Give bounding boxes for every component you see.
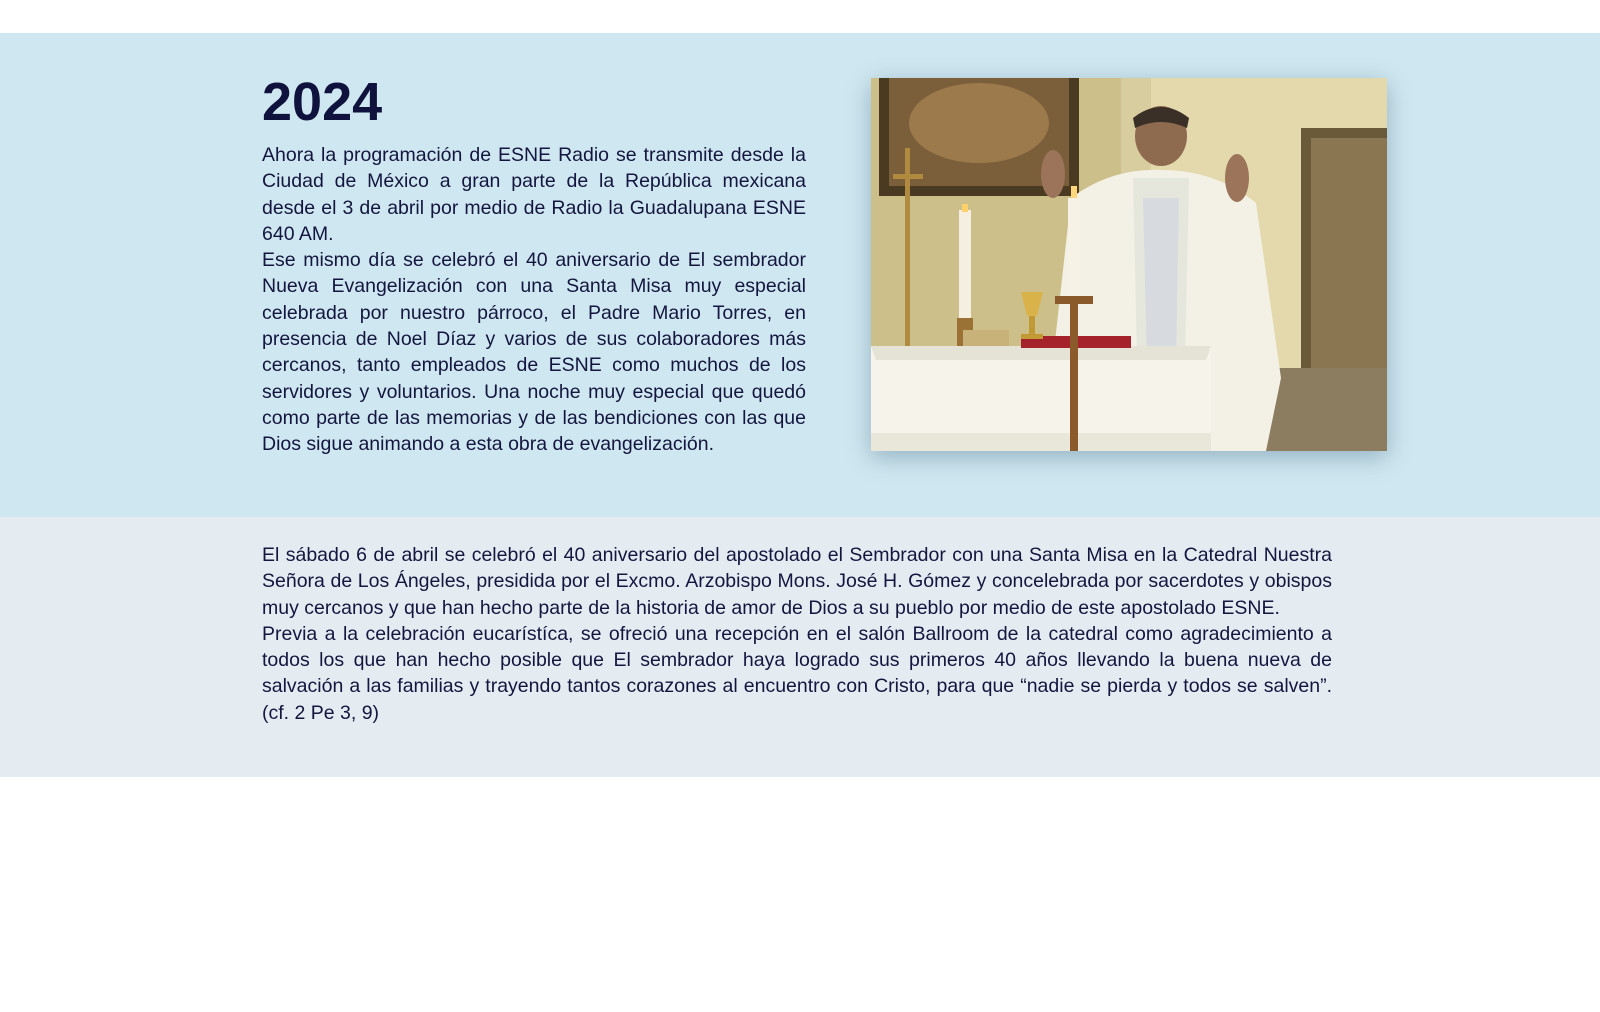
bottom-text-block bbox=[262, 542, 1332, 726]
bottom-paragraph-2: Previa a la celebración eucarístíca, se ofreció una recepción en el salón Ballroom de la catedral como agradecimiento a todos los que han hecho posible que El sembrador haya logrado sus primeros 40 años llevando la buena nueva de salvación a las familias y trayendo tantos corazones al encuentro con Cristo, para que “nadie se pierda y todos se salven”. (cf. 2 Pe 3, 9) bbox=[262, 622, 1332, 724]
mass-photo bbox=[871, 78, 1387, 451]
top-paragraph-2: Ese mismo día se celebró el 40 aniversario de El sembrador Nueva Evangelización con una Santa Misa muy especial celebrada por nuestro párroco, el Padre Mario Torres, en presencia de Noel Díaz y varios de sus colaboradores más cercanos, tanto empleados de ESNE como muchos de los servidores y voluntarios. Una noche muy especial que quedó como parte de las memorias y de las bendiciones con las que Dios sigue animando a esta obra de evangelización. bbox=[262, 249, 806, 456]
top-paragraph-1: Ahora la programación de ESNE Radio se transmite desde la Ciudad de México a gran parte de la República mexicana desde el 3 de abril por medio de Radio la Guadalupana ESNE 640 AM. bbox=[262, 144, 806, 245]
top-text-block bbox=[262, 142, 806, 458]
year-heading: 2024 bbox=[262, 72, 383, 132]
bottom-paragraph-1: El sábado 6 de abril se celebró el 40 aniversario del apostolado el Sembrador con una Santa Misa en la Catedral Nuestra Señora de Los Ángeles, presidida por el Excmo. Arzobispo Mons. José H. Gómez y concelebrada por sacerdotes y obispos muy cercanos y que han hecho parte de la historia de amor de Dios a su pueblo por medio de este apostolado ESNE. bbox=[262, 544, 1332, 619]
